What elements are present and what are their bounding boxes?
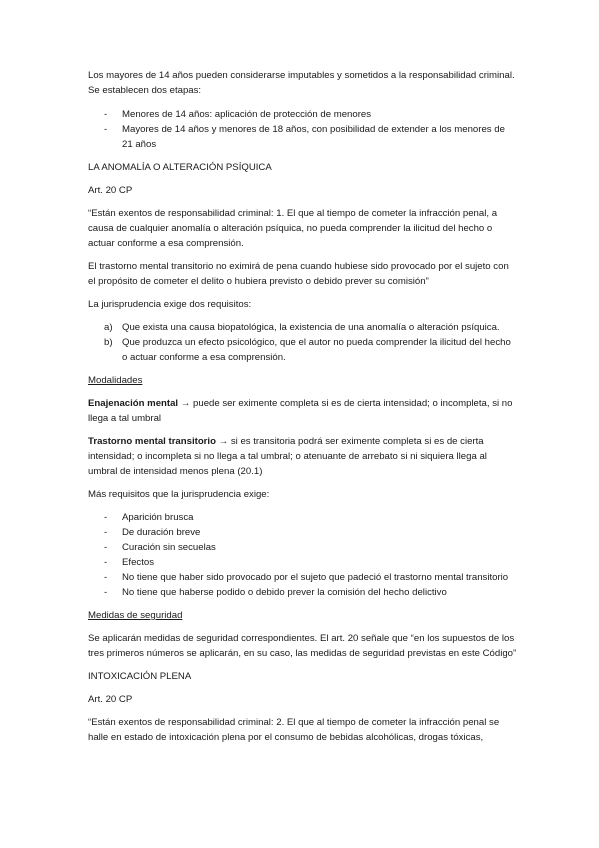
section-heading-medidas: Medidas de seguridad (88, 610, 183, 621)
list-item: - No tiene que haberse podido o debido prever la comisión del hecho delictivo (104, 587, 447, 598)
intro-paragraph: Los mayores de 14 años pueden considerarse imputables y sometidos a la responsabilidad criminal. Se establecen dos etapas: (88, 70, 515, 96)
quote-paragraph-cont: El trastorno mental transitorio no eximirá de pena cuando hubiese sido provocado por el sujeto con el propósito de cometer el delito o hubiera previsto o debido prever su comisión” (88, 261, 509, 287)
dash-marker: - (104, 557, 108, 568)
dash-marker: - (104, 527, 108, 538)
dash-marker: - (104, 512, 108, 523)
list-item: b) Que produzca un efecto psicológico, que el autor no pueda comprender la ilicitud del hecho o actuar conforme a esa comprensión. (104, 337, 511, 363)
requisitos-list (88, 320, 518, 365)
quote-paragraph: “Están exentos de responsabilidad criminal: 2. El que al tiempo de cometer la infracción penal se halle en estado de intoxicación plena por el consumo de bebidas alcohólicas, drogas tóxicas, (88, 717, 500, 743)
article-reference: Art. 20 CP (88, 185, 133, 196)
mas-requisitos-list (88, 510, 518, 600)
section-heading-anomalia: LA ANOMALÍA O ALTERACIÓN PSÍQUICA (88, 162, 272, 173)
enajenacion-paragraph: Enajenación mental → puede ser eximente completa si es de cierta intensidad; o incompleta, si no llega a tal umbral (88, 398, 513, 424)
dash-marker: - (104, 572, 108, 583)
list-marker: a) (104, 322, 113, 333)
dash-marker: - (104, 124, 108, 135)
quote-paragraph: “Están exentos de responsabilidad criminal: 1. El que al tiempo de cometer la infracción penal, a causa de cualquier anomalía o alteración psíquica, no pueda comprender la ilicitud del hecho o actuar conforme a esa comprensión. (88, 208, 498, 249)
dash-marker: - (104, 587, 108, 598)
list-item: - Aparición brusca (104, 512, 194, 523)
list-item: a) Que exista una causa biopatológica, la existencia de una anomalía o alteración psíquica. (104, 322, 500, 333)
list-item: - Curación sin secuelas (104, 542, 216, 553)
enajenacion-label: Enajenación mental (88, 398, 179, 409)
trastorno-paragraph: Trastorno mental transitorio → si es transitoria podrá ser eximente completa si es de cierta intensidad; o incompleta si no llega a tal umbral; o atenuante de arrebato si ni siquiera llega al umbral de intensidad menos plena (20.1) (88, 436, 487, 477)
list-marker: b) (104, 337, 113, 348)
list-item: - De duración breve (104, 527, 201, 538)
list-item: - Efectos (104, 557, 154, 568)
list-item: - No tiene que haber sido provocado por el sujeto que padeció el trastorno mental transitorio (104, 572, 509, 583)
section-heading-modalidades: Modalidades (88, 375, 143, 386)
section-heading-intoxicacion: INTOXICACIÓN PLENA (88, 671, 192, 682)
dash-marker: - (104, 109, 108, 120)
dash-marker: - (104, 542, 108, 553)
etapas-list (88, 107, 518, 152)
medidas-paragraph: Se aplicarán medidas de seguridad correspondientes. El art. 20 señale que “en los supuestos de los tres primeros números se aplicarán, en su caso, las medidas de seguridad previstas en este Código” (88, 633, 517, 659)
article-reference: Art. 20 CP (88, 694, 133, 705)
jurisprudencia-paragraph: La jurisprudencia exige dos requisitos: (88, 299, 252, 310)
list-item: - Menores de 14 años: aplicación de protección de menores (104, 109, 372, 120)
mas-requisitos-paragraph: Más requisitos que la jurisprudencia exige: (88, 489, 270, 500)
trastorno-label: Trastorno mental transitorio (88, 436, 216, 447)
list-item: - Mayores de 14 años y menores de 18 años, con posibilidad de extender a los menores de 21 años (104, 124, 505, 150)
document-page (88, 68, 518, 753)
